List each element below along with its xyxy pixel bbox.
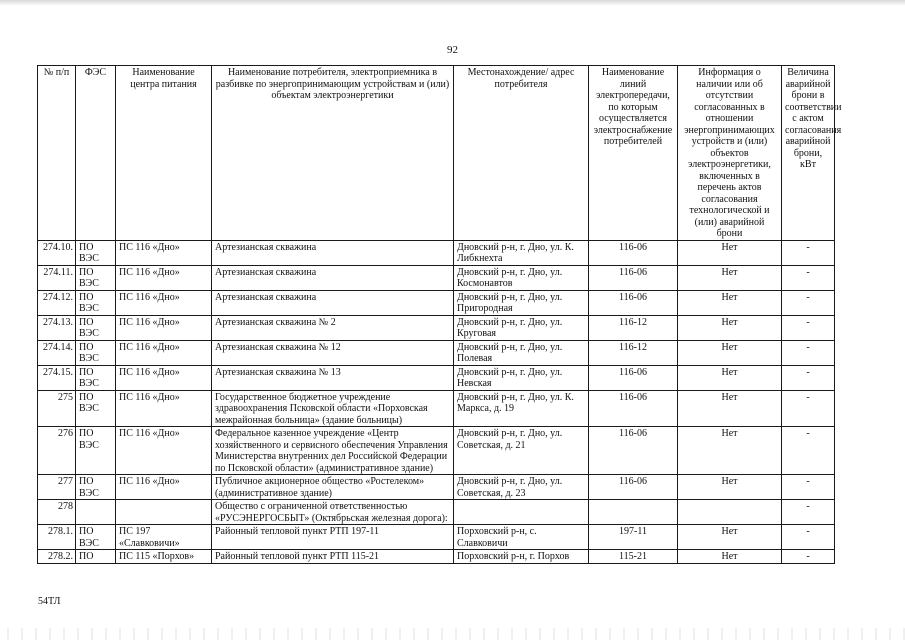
row-fes: ПО ВЭС (76, 390, 116, 427)
row-fes: ПО ВЭС (76, 315, 116, 340)
row-fes: ПО ВЭС (76, 365, 116, 390)
row-consumer: Артезианская скважина (212, 290, 454, 315)
row-reserve-info: Нет (678, 550, 782, 564)
row-reserve-value: - (782, 550, 835, 564)
row-address: Порховский р-н, с. Славковичи (454, 525, 589, 550)
row-power-center: ПС 116 «Дно» (116, 390, 212, 427)
table-row (38, 240, 835, 265)
row-address (454, 500, 589, 525)
row-number: 277 (38, 475, 76, 500)
scan-edge-bottom (0, 628, 905, 640)
row-power-line: 116-06 (589, 240, 678, 265)
row-fes: ПО (76, 550, 116, 564)
row-number: 278 (38, 500, 76, 525)
page-number: 92 (447, 44, 458, 56)
row-reserve-info: Нет (678, 240, 782, 265)
row-consumer: Районный тепловой пункт РТП 115-21 (212, 550, 454, 564)
row-reserve-info: Нет (678, 265, 782, 290)
row-reserve-info: Нет (678, 390, 782, 427)
row-fes (76, 500, 116, 525)
row-power-center: ПС 116 «Дно» (116, 240, 212, 265)
header-power-center: Наименование центра питания (116, 66, 212, 241)
row-number: 274.14. (38, 340, 76, 365)
row-reserve-value: - (782, 365, 835, 390)
header-reserve-info: Информация о наличии или об отсутствии согласованных в отношении энергопринимающих устройств и (или) объектов электроэнергетики, включенных в перечень актов согласования технологической и (или) аварийной брони (678, 66, 782, 241)
row-address: Порховский р-н, г. Порхов (454, 550, 589, 564)
row-fes: ПО ВЭС (76, 427, 116, 475)
row-reserve-value: - (782, 525, 835, 550)
row-power-center: ПС 197 «Славковичи» (116, 525, 212, 550)
row-consumer: Государственное бюджетное учреждение здравоохранения Псковской области «Порховская межрайонная больница» (здание больницы) (212, 390, 454, 427)
row-power-center: ПС 116 «Дно» (116, 475, 212, 500)
row-number: 274.13. (38, 315, 76, 340)
row-consumer: Артезианская скважина № 2 (212, 315, 454, 340)
row-power-line: 116-06 (589, 475, 678, 500)
header-reserve-value: Величина аварийной брони в соответствии с актом согласования аварийной брони, кВт (782, 66, 835, 241)
row-consumer: Артезианская скважина № 13 (212, 365, 454, 390)
row-number: 276 (38, 427, 76, 475)
row-address: Дновский р-н, г. Дно, ул. Советская, д. 21 (454, 427, 589, 475)
row-power-center: ПС 115 «Порхов» (116, 550, 212, 564)
table-header-row (38, 66, 835, 241)
table-row (38, 365, 835, 390)
row-reserve-info: Нет (678, 427, 782, 475)
row-power-line: 116-12 (589, 315, 678, 340)
row-consumer: Федеральное казенное учреждение «Центр хозяйственного и сервисного обеспечения Управления Министерства внутренних дел Российской Федерации по Псковской области» (административное здание) (212, 427, 454, 475)
row-power-line: 116-06 (589, 365, 678, 390)
row-reserve-value: - (782, 290, 835, 315)
header-consumer: Наименование потребителя, электроприемника в разбивке по энергопринимающим устройствам и (или) объектам электроэнергетики (212, 66, 454, 241)
row-power-center: ПС 116 «Дно» (116, 265, 212, 290)
row-reserve-info: Нет (678, 365, 782, 390)
reserve-table (37, 65, 842, 564)
row-fes: ПО ВЭС (76, 475, 116, 500)
row-number: 274.10. (38, 240, 76, 265)
row-fes: ПО ВЭС (76, 265, 116, 290)
row-reserve-info: Нет (678, 340, 782, 365)
row-number: 275 (38, 390, 76, 427)
row-consumer: Артезианская скважина (212, 265, 454, 290)
row-reserve-value: - (782, 427, 835, 475)
row-number: 274.11. (38, 265, 76, 290)
row-consumer: Артезианская скважина (212, 240, 454, 265)
row-power-line: 116-06 (589, 265, 678, 290)
header-power-line: Наименование линий электропередачи, по которым осуществляется электроснабжение потребителей (589, 66, 678, 241)
table-row (38, 390, 835, 427)
row-address: Дновский р-н, г. Дно, ул. К. Либкнехта (454, 240, 589, 265)
row-reserve-value: - (782, 390, 835, 427)
row-power-center: ПС 116 «Дно» (116, 315, 212, 340)
row-consumer: Публичное акционерное общество «Ростелеком» (административное здание) (212, 475, 454, 500)
row-number: 278.1. (38, 525, 76, 550)
table-row (38, 315, 835, 340)
header-address: Местонахождение/ адрес потребителя (454, 66, 589, 241)
row-fes: ПО ВЭС (76, 525, 116, 550)
row-reserve-info: Нет (678, 315, 782, 340)
row-reserve-info: Нет (678, 290, 782, 315)
row-consumer: Общество с ограниченной ответственностью «РУСЭНЕРГОСБЫТ» (Октябрьская железная дорога): (212, 500, 454, 525)
row-power-line (589, 500, 678, 525)
row-power-line: 116-06 (589, 290, 678, 315)
row-reserve-value: - (782, 265, 835, 290)
row-address: Дновский р-н, г. Дно, ул. Пригородная (454, 290, 589, 315)
row-reserve-value: - (782, 240, 835, 265)
table-row (38, 475, 835, 500)
row-power-line: 115-21 (589, 550, 678, 564)
row-reserve-value: - (782, 475, 835, 500)
row-power-line: 116-06 (589, 390, 678, 427)
table-body (38, 240, 835, 563)
row-consumer: Артезианская скважина № 12 (212, 340, 454, 365)
row-number: 274.12. (38, 290, 76, 315)
table-row (38, 290, 835, 315)
row-address: Дновский р-н, г. Дно, ул. Круговая (454, 315, 589, 340)
scan-edge-top (0, 0, 905, 6)
row-power-center: ПС 116 «Дно» (116, 340, 212, 365)
row-power-line: 116-06 (589, 427, 678, 475)
row-consumer: Районный тепловой пункт РТП 197-11 (212, 525, 454, 550)
row-reserve-value: - (782, 500, 835, 525)
row-address: Дновский р-н, г. Дно, ул. Космонавтов (454, 265, 589, 290)
row-power-line: 197-11 (589, 525, 678, 550)
row-reserve-value: - (782, 315, 835, 340)
row-power-line: 116-12 (589, 340, 678, 365)
footer-code: 54ТЛ (38, 596, 61, 607)
table-row (38, 340, 835, 365)
table-row (38, 427, 835, 475)
row-address: Дновский р-н, г. Дно, ул. К. Маркса, д. 19 (454, 390, 589, 427)
row-address: Дновский р-н, г. Дно, ул. Невская (454, 365, 589, 390)
row-power-center: ПС 116 «Дно» (116, 427, 212, 475)
row-number: 278.2. (38, 550, 76, 564)
row-power-center: ПС 116 «Дно» (116, 365, 212, 390)
table-row (38, 550, 835, 564)
row-fes: ПО ВЭС (76, 340, 116, 365)
row-fes: ПО ВЭС (76, 290, 116, 315)
table-row (38, 265, 835, 290)
row-reserve-value: - (782, 340, 835, 365)
row-reserve-info: Нет (678, 525, 782, 550)
table-row (38, 500, 835, 525)
row-reserve-info: Нет (678, 475, 782, 500)
row-number: 274.15. (38, 365, 76, 390)
row-address: Дновский р-н, г. Дно, ул. Советская, д. 23 (454, 475, 589, 500)
table-row (38, 525, 835, 550)
row-power-center: ПС 116 «Дно» (116, 290, 212, 315)
row-fes: ПО ВЭС (76, 240, 116, 265)
row-address: Дновский р-н, г. Дно, ул. Полевая (454, 340, 589, 365)
header-num: № п/п (38, 66, 76, 241)
row-reserve-info (678, 500, 782, 525)
header-fes: ФЭС (76, 66, 116, 241)
row-power-center (116, 500, 212, 525)
